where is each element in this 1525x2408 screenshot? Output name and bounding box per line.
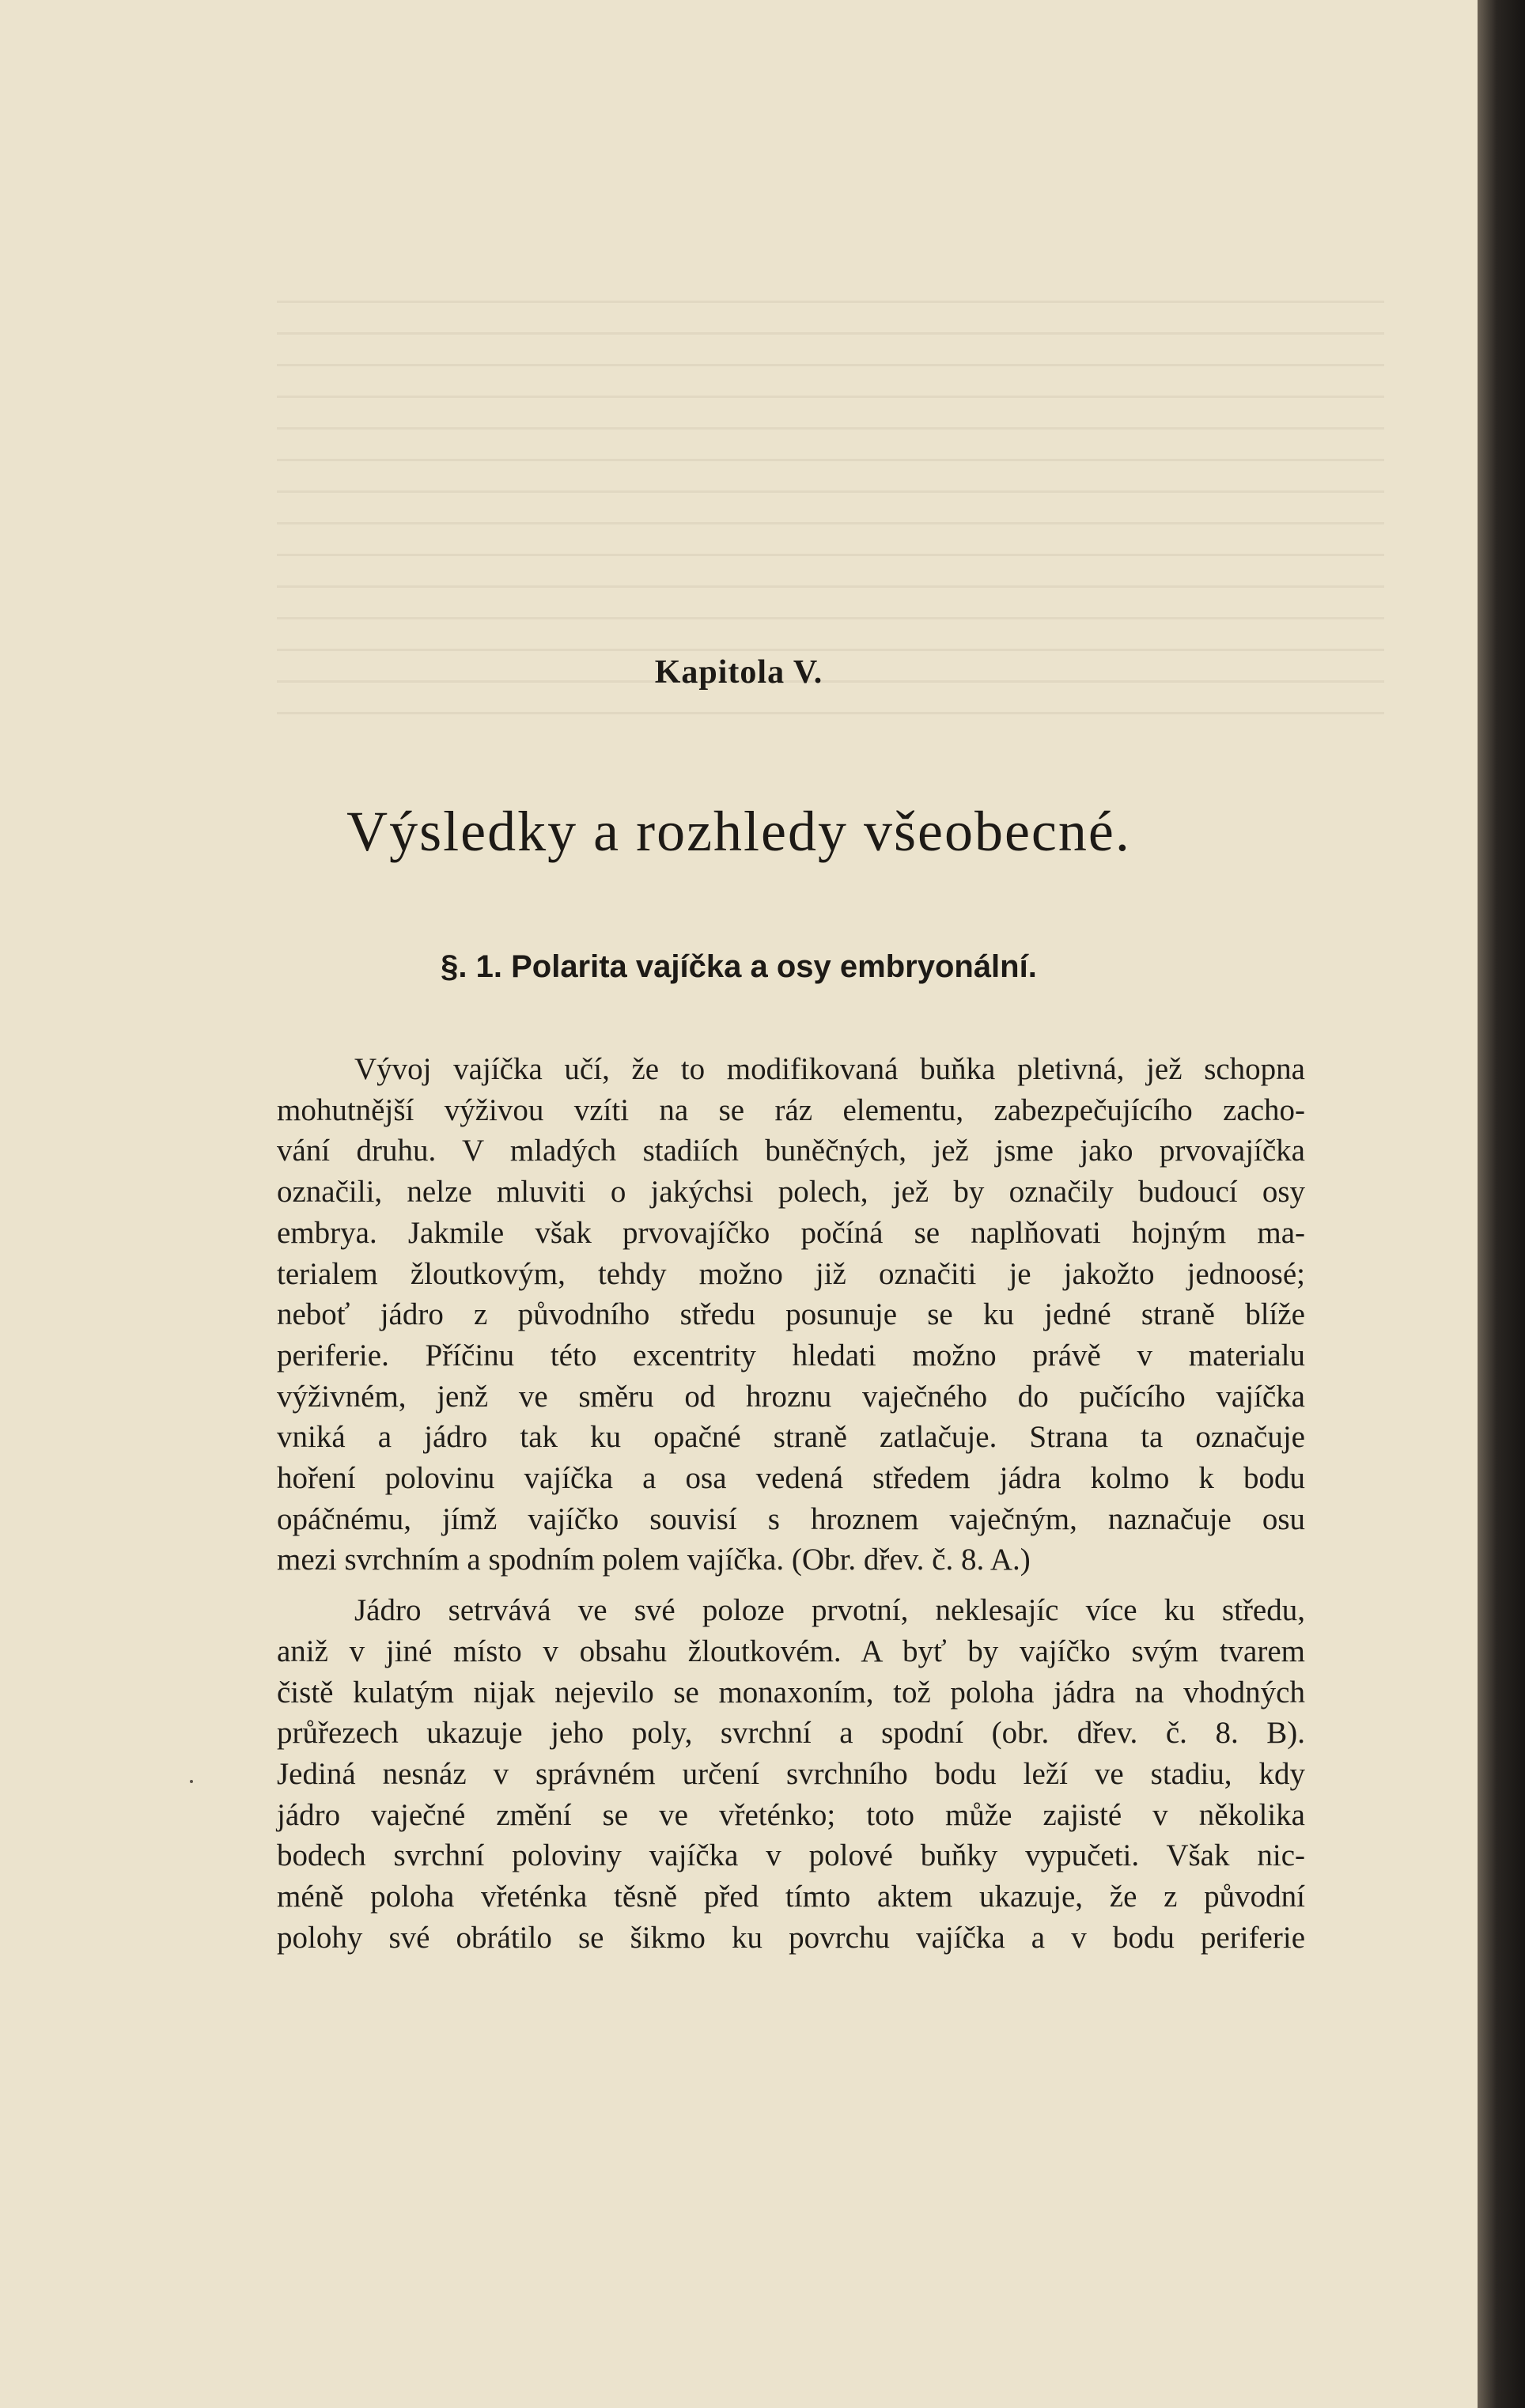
text-line: polohy své obrátilo se šikmo ku povrchu vajíčka a v bodu periferie: [277, 1920, 1305, 1955]
text-line: Jediná nesnáz v správném určení svrchního bodu leží ve stadiu, kdy: [277, 1756, 1305, 1791]
text-line: výživném, jenž ve směru od hroznu vaječného do pučícího vajíčka: [277, 1379, 1305, 1414]
text-line: méně poloha vřeténka těsně před tímto aktem ukazuje, že z původní: [277, 1880, 1305, 1914]
text-line: vniká a jádro tak ku opačné straně zatlačuje. Strana ta označuje: [277, 1420, 1305, 1455]
text-line: jádro vaječné změní se ve vřeténko; toto může zajisté v několika: [277, 1797, 1305, 1832]
section-heading: §. 1. Polarita vajíčka a osy embryonální.: [441, 949, 1037, 984]
text-line: aniž v jiné místo v obsahu žloutkovém. A byť by vajíčko svým tvarem: [277, 1634, 1305, 1668]
paragraph: [277, 1049, 1305, 1581]
text-line: embrya. Jakmile však prvovajíčko počíná se naplňovati hojným ma-: [277, 1215, 1305, 1250]
text-line: čistě kulatým nijak nejevilo se monaxoním, tož poloha jádra na vhodných: [277, 1675, 1305, 1709]
text-line: vání druhu. V mladých stadiích buněčných, jež jsme jako prvovajíčka: [277, 1134, 1305, 1168]
text-line: terialem žloutkovým, tehdy možno již označiti je jakožto jednoosé;: [277, 1256, 1305, 1291]
text-line: opáčnému, jímž vajíčko souvisí s hroznem vaječným, naznačuje osu: [277, 1501, 1305, 1536]
body-text: [277, 1049, 1305, 1958]
text-line: neboť jádro z původního středu posunuje se ku jedné straně blíže: [277, 1297, 1305, 1332]
text-line: bodech svrchní poloviny vajíčka v polové buňky vypučeti. Však nic-: [277, 1838, 1305, 1873]
text-line: hoření polovinu vajíčka a osa vedená středem jádra kolmo k bodu: [277, 1461, 1305, 1496]
text-line: periferie. Příčinu této excentrity hledati možno právě v materialu: [277, 1338, 1305, 1372]
text-line: mohutnější výživou vzíti na se ráz elementu, zabezpečujícího zacho-: [277, 1092, 1305, 1127]
chapter-heading: Kapitola V.: [654, 654, 823, 691]
text-line: označili, nelze mluviti o jakýchsi polech, jež by označily budoucí osy: [277, 1175, 1305, 1210]
ink-speck: [190, 1780, 193, 1783]
chapter-title: Výsledky a rozhledy všeobecné.: [346, 800, 1131, 863]
book-gutter: [1478, 0, 1525, 2408]
text-line: Jádro setrvává ve své poloze prvotní, neklesajíc více ku středu,: [354, 1593, 1305, 1628]
text-line: Vývoj vajíčka učí, že to modifikovaná buňka pletivná, jež schopna: [354, 1052, 1305, 1086]
paragraph: [277, 1590, 1305, 1958]
text-line: průřezech ukazuje jeho poly, svrchní a spodní (obr. dřev. č. 8. B).: [277, 1716, 1305, 1751]
text-line: mezi svrchním a spodním polem vajíčka. (Obr. dřev. č. 8. A.): [277, 1543, 1031, 1577]
